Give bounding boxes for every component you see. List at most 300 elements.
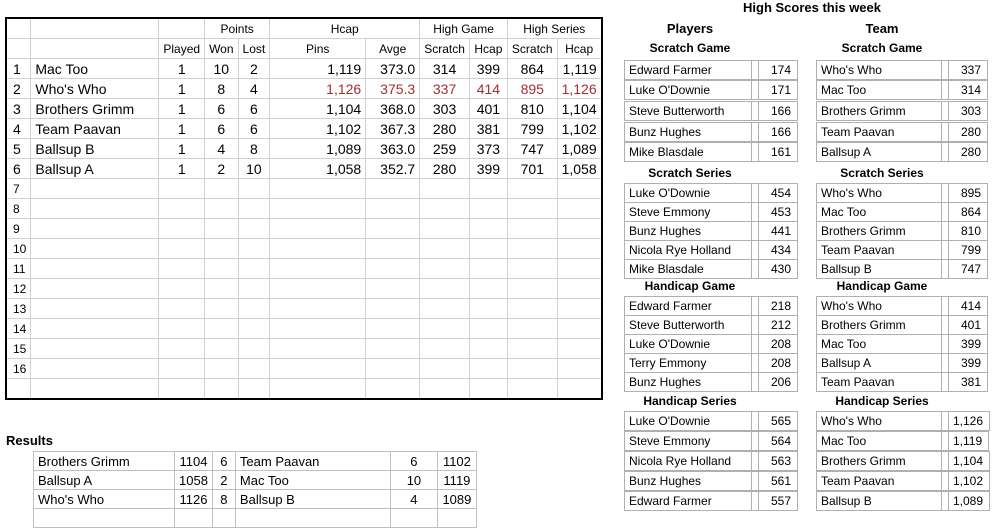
player-name: Edward Farmer: [625, 297, 752, 316]
played-cell: 1: [159, 99, 205, 119]
table-row: [6, 299, 602, 319]
hg-hcap-cell: 414: [469, 79, 507, 99]
list-item: [625, 222, 798, 241]
team-score: 314: [949, 81, 988, 100]
list-item: [625, 412, 798, 431]
player-score-row: [624, 315, 798, 335]
hg-scratch-cell: 337: [420, 79, 470, 99]
table-row: [6, 199, 602, 219]
hg-scratch-cell: 314: [420, 59, 470, 79]
played-cell: 1: [159, 139, 205, 159]
cell-gap: [752, 335, 759, 354]
team-score: 1,089: [949, 492, 990, 511]
empty-cell: [6, 379, 31, 400]
cell-gap: [752, 452, 759, 471]
empty-cell: [31, 359, 159, 379]
empty-cell: [366, 339, 420, 359]
empty-cell: [205, 219, 238, 239]
player-name: Luke O'Downie: [625, 335, 752, 354]
empty-cell: [366, 199, 420, 219]
players-section-title: Handicap Series: [643, 394, 737, 408]
cell-gap: [752, 412, 759, 431]
rank-cell: 5: [6, 139, 31, 159]
empty-cell: [205, 259, 238, 279]
empty-cell: [557, 259, 602, 279]
empty-cell: [507, 339, 557, 359]
player-score: 166: [759, 123, 798, 142]
list-item: [817, 222, 988, 241]
rank-cell: 3: [6, 99, 31, 119]
team-score: 1,104: [949, 452, 990, 471]
list-item: [625, 373, 798, 392]
empty-cell: [366, 379, 420, 400]
hg-hcap-cell: 401: [469, 99, 507, 119]
empty-cell: [270, 339, 366, 359]
player-name: Nicola Rye Holland: [625, 241, 752, 260]
player-name: Bunz Hughes: [625, 373, 752, 392]
empty-cell: [366, 219, 420, 239]
player-score: 565: [759, 412, 798, 431]
cell-gap: [942, 241, 949, 260]
hs-scratch-cell: 799: [507, 119, 557, 139]
team-score: 895: [949, 184, 988, 203]
players-section-title: Handicap Game: [644, 279, 736, 293]
player-name: Luke O'Downie: [625, 81, 752, 100]
team-score-row: [816, 353, 988, 373]
list-item: [625, 123, 798, 142]
empty-cell: [235, 509, 390, 528]
empty-cell: [507, 279, 557, 299]
result-opponent-points: 6: [390, 452, 437, 471]
player-score-row: [624, 60, 798, 80]
avge-cell: 368.0: [366, 99, 420, 119]
player-name: Mike Blasdale: [625, 143, 752, 162]
cell-gap: [942, 452, 949, 471]
hg-scratch-cell: 303: [420, 99, 470, 119]
cell-gap: [942, 184, 949, 203]
empty-cell: [469, 279, 507, 299]
list-item: [817, 452, 990, 471]
team-name: Mac Too: [817, 432, 942, 451]
empty-cell: [205, 179, 238, 199]
team-score-row: [816, 431, 989, 451]
played-cell: 1: [159, 79, 205, 99]
table-row: [6, 339, 602, 359]
list-item: [625, 61, 798, 80]
hg-hcap-cell: 399: [469, 159, 507, 179]
team-name: Mac Too: [817, 203, 942, 222]
empty-cell: [469, 359, 507, 379]
team-name: Mac Too: [817, 335, 942, 354]
results-title: Results: [6, 433, 53, 448]
team-name-cell: Who's Who: [31, 79, 159, 99]
won-cell: 10: [205, 59, 238, 79]
result-row: [34, 452, 477, 471]
won-header: Won: [205, 39, 238, 59]
empty-cell: [270, 299, 366, 319]
empty-cell: [420, 219, 470, 239]
list-item: [625, 452, 798, 471]
hcap-header: Hcap: [270, 18, 420, 39]
team-score: 799: [949, 241, 988, 260]
team-score-row: [816, 315, 988, 335]
hg-hcap-cell: 399: [469, 59, 507, 79]
rank-cell: 13: [6, 299, 31, 319]
empty-cell: [420, 299, 470, 319]
team-score-row: [816, 411, 990, 431]
empty-cell: [159, 299, 205, 319]
empty-cell: [159, 259, 205, 279]
list-item: [817, 297, 988, 316]
hg-scratch-header: Scratch: [420, 39, 470, 59]
hg-scratch-cell: 280: [420, 159, 470, 179]
played-cell: 1: [159, 59, 205, 79]
player-score-row: [624, 80, 798, 100]
team-name: Team Paavan: [817, 241, 942, 260]
team-score-row: [816, 259, 988, 279]
player-name: Edward Farmer: [625, 492, 752, 511]
result-score: 1126: [175, 490, 213, 509]
player-score-row: [624, 353, 798, 373]
empty-cell: [507, 179, 557, 199]
won-cell: 6: [205, 99, 238, 119]
hs-hcap-cell: 1,058: [557, 159, 602, 179]
empty-cell: [420, 359, 470, 379]
result-team: Who's Who: [34, 490, 175, 509]
empty-cell: [31, 379, 159, 400]
empty-cell: [31, 339, 159, 359]
empty-cell: [238, 339, 270, 359]
player-score-row: [624, 451, 798, 471]
table-row: [6, 159, 602, 179]
cell-gap: [942, 492, 949, 511]
empty-cell: [366, 279, 420, 299]
player-score-row: [624, 142, 798, 162]
high-series-header: High Series: [507, 18, 601, 39]
player-score: 441: [759, 222, 798, 241]
team-section-title: Scratch Series: [840, 166, 924, 180]
empty-cell: [205, 299, 238, 319]
empty-cell: [238, 379, 270, 400]
player-score: 208: [759, 335, 798, 354]
lost-cell: 6: [238, 119, 270, 139]
empty-cell: [557, 219, 602, 239]
empty-cell: [420, 379, 470, 400]
result-opponent: Team Paavan: [235, 452, 390, 471]
player-score: 166: [759, 102, 798, 121]
empty-cell: [238, 199, 270, 219]
player-score-row: [624, 101, 798, 121]
empty-cell: [270, 319, 366, 339]
table-row: [6, 219, 602, 239]
player-name: Nicola Rye Holland: [625, 452, 752, 471]
hs-hcap-cell: 1,089: [557, 139, 602, 159]
team-score-row: [816, 142, 988, 162]
cell-gap: [942, 203, 949, 222]
empty-cell: [469, 379, 507, 400]
table-row: [6, 59, 602, 79]
won-cell: 4: [205, 139, 238, 159]
list-item: [625, 472, 798, 491]
cell-gap: [752, 81, 759, 100]
player-name: Steve Emmony: [625, 203, 752, 222]
hg-scratch-cell: 280: [420, 119, 470, 139]
empty-cell: [159, 379, 205, 400]
empty-cell: [366, 319, 420, 339]
player-name: Bunz Hughes: [625, 123, 752, 142]
empty-cell: [238, 219, 270, 239]
list-item: [625, 260, 798, 279]
empty-cell: [175, 509, 213, 528]
empty-cell: [507, 219, 557, 239]
result-opponent-points: 10: [390, 471, 437, 490]
team-score: 810: [949, 222, 988, 241]
player-name: Bunz Hughes: [625, 472, 752, 491]
player-score: 564: [759, 432, 798, 451]
empty-cell: [469, 219, 507, 239]
cell-gap: [752, 102, 759, 121]
player-score-row: [624, 372, 798, 392]
league-table: [5, 17, 603, 400]
player-name: Luke O'Downie: [625, 184, 752, 203]
empty-cell: [420, 179, 470, 199]
empty-cell: [159, 239, 205, 259]
empty-cell: [270, 359, 366, 379]
result-score: 1058: [175, 471, 213, 490]
player-score-row: [624, 296, 798, 316]
empty-cell: [238, 179, 270, 199]
team-score: 1,102: [949, 472, 990, 491]
empty-cell: [205, 359, 238, 379]
list-item: [817, 412, 990, 431]
table-row: [6, 119, 602, 139]
list-item: [625, 184, 798, 203]
rank-cell: 12: [6, 279, 31, 299]
empty-cell: [270, 179, 366, 199]
team-name: Brothers Grimm: [817, 452, 942, 471]
empty-cell: [437, 509, 476, 528]
cell-gap: [942, 335, 949, 354]
result-points: 8: [212, 490, 235, 509]
result-row: [34, 509, 477, 528]
player-score-row: [624, 183, 798, 203]
cell-gap: [942, 432, 949, 451]
empty-cell: [557, 359, 602, 379]
table-row: [6, 379, 602, 400]
result-team: Brothers Grimm: [34, 452, 175, 471]
cell-gap: [752, 472, 759, 491]
empty-cell: [205, 319, 238, 339]
result-opponent: Mac Too: [235, 471, 390, 490]
players-section-title: Scratch Game: [649, 41, 731, 55]
empty-cell: [31, 239, 159, 259]
team-title: Team: [865, 21, 899, 36]
list-item: [817, 61, 988, 80]
avge-cell: 367.3: [366, 119, 420, 139]
empty-cell: [270, 199, 366, 219]
team-name: Ballsup A: [817, 143, 942, 162]
team-name: Ballsup B: [817, 260, 942, 279]
league-column-header-row: [6, 39, 602, 59]
team-section-title: Handicap Series: [835, 394, 929, 408]
empty-cell: [212, 509, 235, 528]
league-body: [6, 59, 602, 400]
team-score: 414: [949, 297, 988, 316]
team-name: Brothers Grimm: [817, 316, 942, 335]
empty-cell: [557, 199, 602, 219]
result-opponent-score: 1119: [437, 471, 476, 490]
empty-cell: [557, 299, 602, 319]
hg-scratch-cell: 259: [420, 139, 470, 159]
player-score: 557: [759, 492, 798, 511]
player-score-row: [624, 334, 798, 354]
list-item: [817, 492, 990, 511]
team-score-row: [816, 202, 988, 222]
rank-cell: 8: [6, 199, 31, 219]
players-section-title: Scratch Series: [648, 166, 732, 180]
empty-cell: [507, 199, 557, 219]
won-cell: 6: [205, 119, 238, 139]
pins-cell: 1,126: [270, 79, 366, 99]
empty-cell: [420, 319, 470, 339]
result-points: 6: [212, 452, 235, 471]
player-score: 561: [759, 472, 798, 491]
list-item: [817, 316, 988, 335]
result-team: Ballsup A: [34, 471, 175, 490]
rank-cell: 9: [6, 219, 31, 239]
team-name: Mac Too: [817, 81, 942, 100]
empty-cell: [366, 259, 420, 279]
team-score-row: [816, 80, 988, 100]
list-item: [625, 432, 798, 451]
cell-gap: [942, 472, 949, 491]
team-score-row: [816, 221, 988, 241]
cell-gap: [752, 222, 759, 241]
cell-gap: [942, 61, 949, 80]
team-name: Who's Who: [817, 297, 942, 316]
empty-cell: [469, 199, 507, 219]
list-item: [625, 203, 798, 222]
empty-cell: [420, 239, 470, 259]
result-opponent: Ballsup B: [235, 490, 390, 509]
player-name: Luke O'Downie: [625, 412, 752, 431]
player-score-row: [624, 221, 798, 241]
avge-cell: 363.0: [366, 139, 420, 159]
empty-cell: [238, 359, 270, 379]
avge-header: Avge: [366, 39, 420, 59]
team-name-cell: Mac Too: [31, 59, 159, 79]
rank-cell: 15: [6, 339, 31, 359]
league-group-header-row: [6, 18, 602, 39]
empty-cell: [238, 279, 270, 299]
rank-cell: 7: [6, 179, 31, 199]
empty-cell: [31, 219, 159, 239]
list-item: [817, 143, 988, 162]
list-item: [817, 354, 988, 373]
team-score-row: [816, 451, 990, 471]
result-points: 2: [212, 471, 235, 490]
cell-gap: [942, 316, 949, 335]
result-score: 1104: [175, 452, 213, 471]
empty-cell: [420, 199, 470, 219]
cell-gap: [752, 492, 759, 511]
lost-cell: 8: [238, 139, 270, 159]
hs-scratch-cell: 810: [507, 99, 557, 119]
empty-cell: [205, 279, 238, 299]
team-score: 381: [949, 373, 988, 392]
team-score: 1,119: [949, 432, 989, 451]
cell-gap: [752, 297, 759, 316]
list-item: [625, 354, 798, 373]
team-name: Brothers Grimm: [817, 222, 942, 241]
team-score-row: [816, 60, 988, 80]
hg-hcap-cell: 373: [469, 139, 507, 159]
team-score: 399: [949, 354, 988, 373]
empty-cell: [366, 179, 420, 199]
cell-gap: [752, 373, 759, 392]
list-item: [625, 81, 798, 100]
team-score: 864: [949, 203, 988, 222]
hs-scratch-cell: 701: [507, 159, 557, 179]
empty-cell: [469, 179, 507, 199]
list-item: [625, 492, 798, 511]
empty-cell: [31, 179, 159, 199]
player-score-row: [624, 202, 798, 222]
empty-cell: [270, 239, 366, 259]
player-name: Steve Butterworth: [625, 102, 752, 121]
cell-gap: [942, 123, 949, 142]
cell-gap: [752, 61, 759, 80]
cell-gap: [942, 102, 949, 121]
table-row: [6, 279, 602, 299]
player-score: 218: [759, 297, 798, 316]
empty-cell: [507, 239, 557, 259]
lost-cell: 2: [238, 59, 270, 79]
hs-scratch-header: Scratch: [507, 39, 557, 59]
cell-gap: [752, 260, 759, 279]
team-name: Ballsup B: [817, 492, 942, 511]
high-game-header: High Game: [420, 18, 508, 39]
cell-gap: [942, 81, 949, 100]
empty-cell: [31, 259, 159, 279]
list-item: [817, 203, 988, 222]
player-score-row: [624, 122, 798, 142]
list-item: [817, 373, 988, 392]
empty-cell: [34, 509, 175, 528]
list-item: [817, 241, 988, 260]
team-name-cell: Team Paavan: [31, 119, 159, 139]
rank-cell: 14: [6, 319, 31, 339]
table-row: [6, 259, 602, 279]
empty-cell: [557, 179, 602, 199]
cell-gap: [752, 316, 759, 335]
player-score-row: [624, 491, 798, 511]
list-item: [817, 335, 988, 354]
team-score-row: [816, 101, 988, 121]
list-item: [625, 297, 798, 316]
player-score: 171: [759, 81, 798, 100]
cell-gap: [942, 260, 949, 279]
team-name: Team Paavan: [817, 373, 942, 392]
empty-cell: [31, 319, 159, 339]
lost-cell: 10: [238, 159, 270, 179]
pins-cell: 1,089: [270, 139, 366, 159]
empty-cell: [420, 339, 470, 359]
cell-gap: [942, 297, 949, 316]
empty-cell: [159, 179, 205, 199]
high-scores-title: High Scores this week: [743, 0, 881, 15]
empty-cell: [557, 279, 602, 299]
